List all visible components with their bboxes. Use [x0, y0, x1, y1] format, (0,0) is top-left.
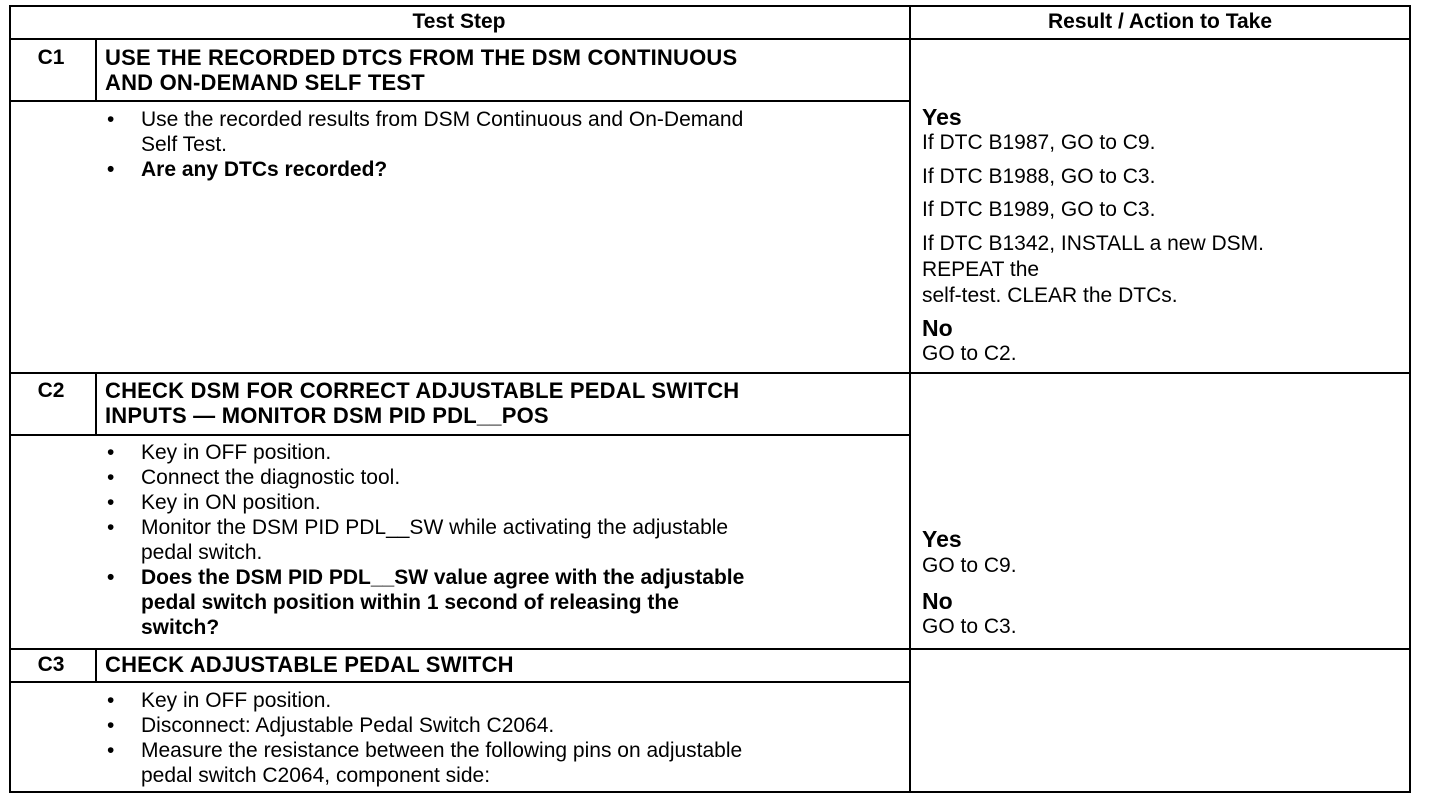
c2-yes-action-1: GO to C9.: [922, 554, 1017, 577]
header-divider: [9, 38, 1411, 40]
step-c2-title-divider: [9, 434, 909, 436]
c2-no-action-1: GO to C3.: [922, 615, 1017, 638]
header-test-step: Test Step: [412, 10, 506, 33]
step-id-c2: C2: [37, 379, 65, 402]
table-border-top: [9, 5, 1411, 7]
c2-no-label: No: [922, 588, 953, 614]
step-c3-instructions: [103, 688, 742, 788]
step-c1-title-divider: [9, 100, 909, 102]
diagnostic-table: [9, 5, 1411, 793]
list-item: • Key in ON position.: [107, 491, 321, 514]
list-item: • Connect the diagnostic tool.: [107, 466, 401, 489]
table-border-bottom: [9, 791, 1411, 793]
list-item: • Disconnect: Adjustable Pedal Switch C2064.: [107, 714, 555, 737]
step-id-c3: C3: [37, 653, 65, 676]
c1-yes-action-3: If DTC B1989, GO to C3.: [922, 198, 1156, 221]
list-item: • Does the DSM PID PDL__SW value agree with the adjustable: [107, 566, 745, 589]
c1-yes-action-1: If DTC B1987, GO to C9.: [922, 131, 1156, 154]
step-title-c3-line1: CHECK ADJUSTABLE PEDAL SWITCH: [105, 652, 514, 677]
c1-yes-label: Yes: [922, 104, 962, 130]
step-c1-id-divider: [95, 39, 97, 101]
step-c3-id-divider: [95, 649, 97, 682]
c1-no-label: No: [922, 315, 953, 341]
step-title-c2-line1: CHECK DSM FOR CORRECT ADJUSTABLE PEDAL SWITCH: [105, 378, 740, 403]
list-item: pedal switch position within 1 second of releasing the: [141, 591, 679, 614]
list-item: pedal switch.: [141, 541, 263, 564]
list-item: pedal switch C2064, component side:: [141, 764, 491, 787]
list-item: Self Test.: [141, 133, 227, 156]
list-item: • Use the recorded results from DSM Continuous and On-Demand: [107, 108, 744, 131]
step-title-c1-line1: USE THE RECORDED DTCS FROM THE DSM CONTINUOUS: [105, 45, 738, 70]
row-divider-c2-c3: [9, 648, 1411, 650]
row-divider-c1-c2: [9, 372, 1411, 374]
step-title-c1-line2: AND ON-DEMAND SELF TEST: [105, 70, 425, 95]
c2-yes-label: Yes: [922, 526, 962, 552]
list-item: • Key in OFF position.: [107, 441, 332, 464]
step-title-c2-line2: INPUTS — MONITOR DSM PID PDL__POS: [105, 403, 549, 428]
list-item: • Measure the resistance between the following pins on adjustable: [107, 739, 743, 762]
step-c3-title-divider: [9, 681, 909, 683]
c1-yes-action-2: If DTC B1988, GO to C3.: [922, 165, 1156, 188]
list-item: switch?: [141, 616, 220, 639]
c1-no-action-1: GO to C2.: [922, 342, 1017, 365]
c1-yes-action-4: If DTC B1342, INSTALL a new DSM. REPEAT the self-test. CLEAR the DTCs.: [922, 232, 1264, 307]
step-c2-instructions: [103, 440, 744, 640]
table-border-right: [1409, 5, 1411, 793]
step-id-c1: C1: [37, 46, 65, 69]
list-item: • Monitor the DSM PID PDL__SW while activating the adjustable: [107, 516, 729, 539]
step-c1-instructions: [103, 107, 743, 182]
column-divider: [909, 5, 911, 793]
header-result-action: Result / Action to Take: [1047, 10, 1273, 33]
list-item: • Key in OFF position.: [107, 689, 332, 712]
list-item: • Are any DTCs recorded?: [107, 158, 388, 181]
step-c2-id-divider: [95, 373, 97, 436]
